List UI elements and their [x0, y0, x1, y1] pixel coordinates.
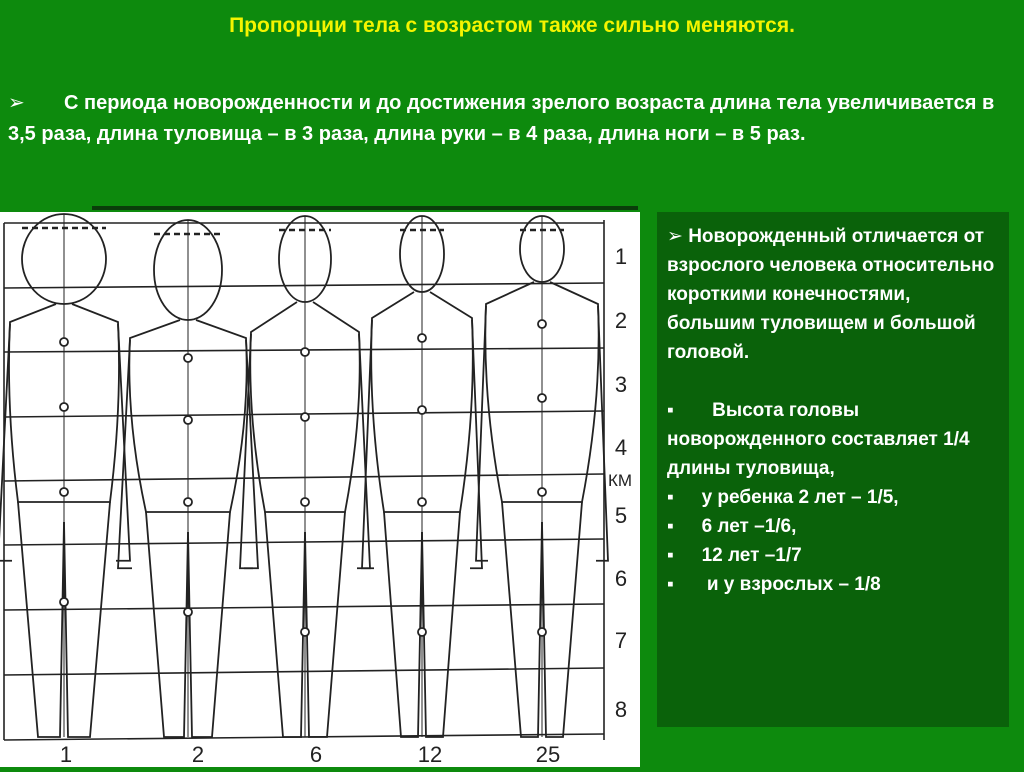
bullet-item: ▪ и у взрослых – 1/8: [667, 570, 1003, 599]
age-label: 2: [191, 742, 205, 767]
arrow-bullet-icon: ➢: [667, 226, 683, 247]
panel-lead: [667, 222, 1003, 367]
age-label: 25: [535, 742, 561, 767]
divider: [92, 206, 638, 210]
human-figure: [118, 220, 258, 737]
human-figure: [240, 216, 370, 737]
square-bullet-icon: ▪: [667, 400, 674, 421]
slide-title: Пропорции тела с возрастом также сильно меняются.: [229, 14, 795, 37]
row-label: 6: [614, 566, 628, 591]
human-figure: [0, 214, 130, 737]
arrow-bullet-icon: ➢: [8, 92, 25, 114]
info-panel: [657, 212, 1009, 727]
row-label: 1: [614, 244, 628, 269]
bullet-item: ▪ Высота головы новорожденного составляет 1/4 длины туловища,: [667, 396, 1003, 483]
intro-paragraph: [8, 88, 1008, 150]
age-label: 12: [417, 742, 443, 767]
age-label: 6: [309, 742, 323, 767]
row-label: 2: [614, 308, 628, 333]
row-label: 8: [614, 697, 628, 722]
square-bullet-icon: ▪: [667, 516, 674, 537]
proportions-diagram: [0, 212, 640, 767]
row-label: 3: [614, 372, 628, 397]
square-bullet-icon: ▪: [667, 574, 674, 595]
square-bullet-icon: ▪: [667, 545, 674, 566]
row-label: 4: [614, 435, 628, 460]
age-label: 1: [59, 742, 73, 767]
km-label: КМ: [607, 471, 633, 490]
human-figure: [476, 216, 608, 737]
bullet-item: ▪ у ребенка 2 лет – 1/5,: [667, 483, 1003, 512]
bullet-item: ▪ 6 лет –1/6,: [667, 512, 1003, 541]
intro-text: С периода новорожденности и до достижения зрелого возраста длина тела увеличивается в 3,5 раза, длина туловища – в 3 раза, длина руки – в 4 раза, длина ноги – в 5 раз.: [8, 92, 995, 145]
row-label: 7: [614, 628, 628, 653]
panel-lead-text: Новорожденный отличается от взрослого человека относительно короткими конечностями, большим туловищем и большой головой.: [667, 226, 995, 363]
row-label: 5: [614, 503, 628, 528]
body-proportions-figure: [0, 212, 640, 767]
square-bullet-icon: ▪: [667, 487, 674, 508]
bullet-item: ▪ 12 лет –1/7: [667, 541, 1003, 570]
